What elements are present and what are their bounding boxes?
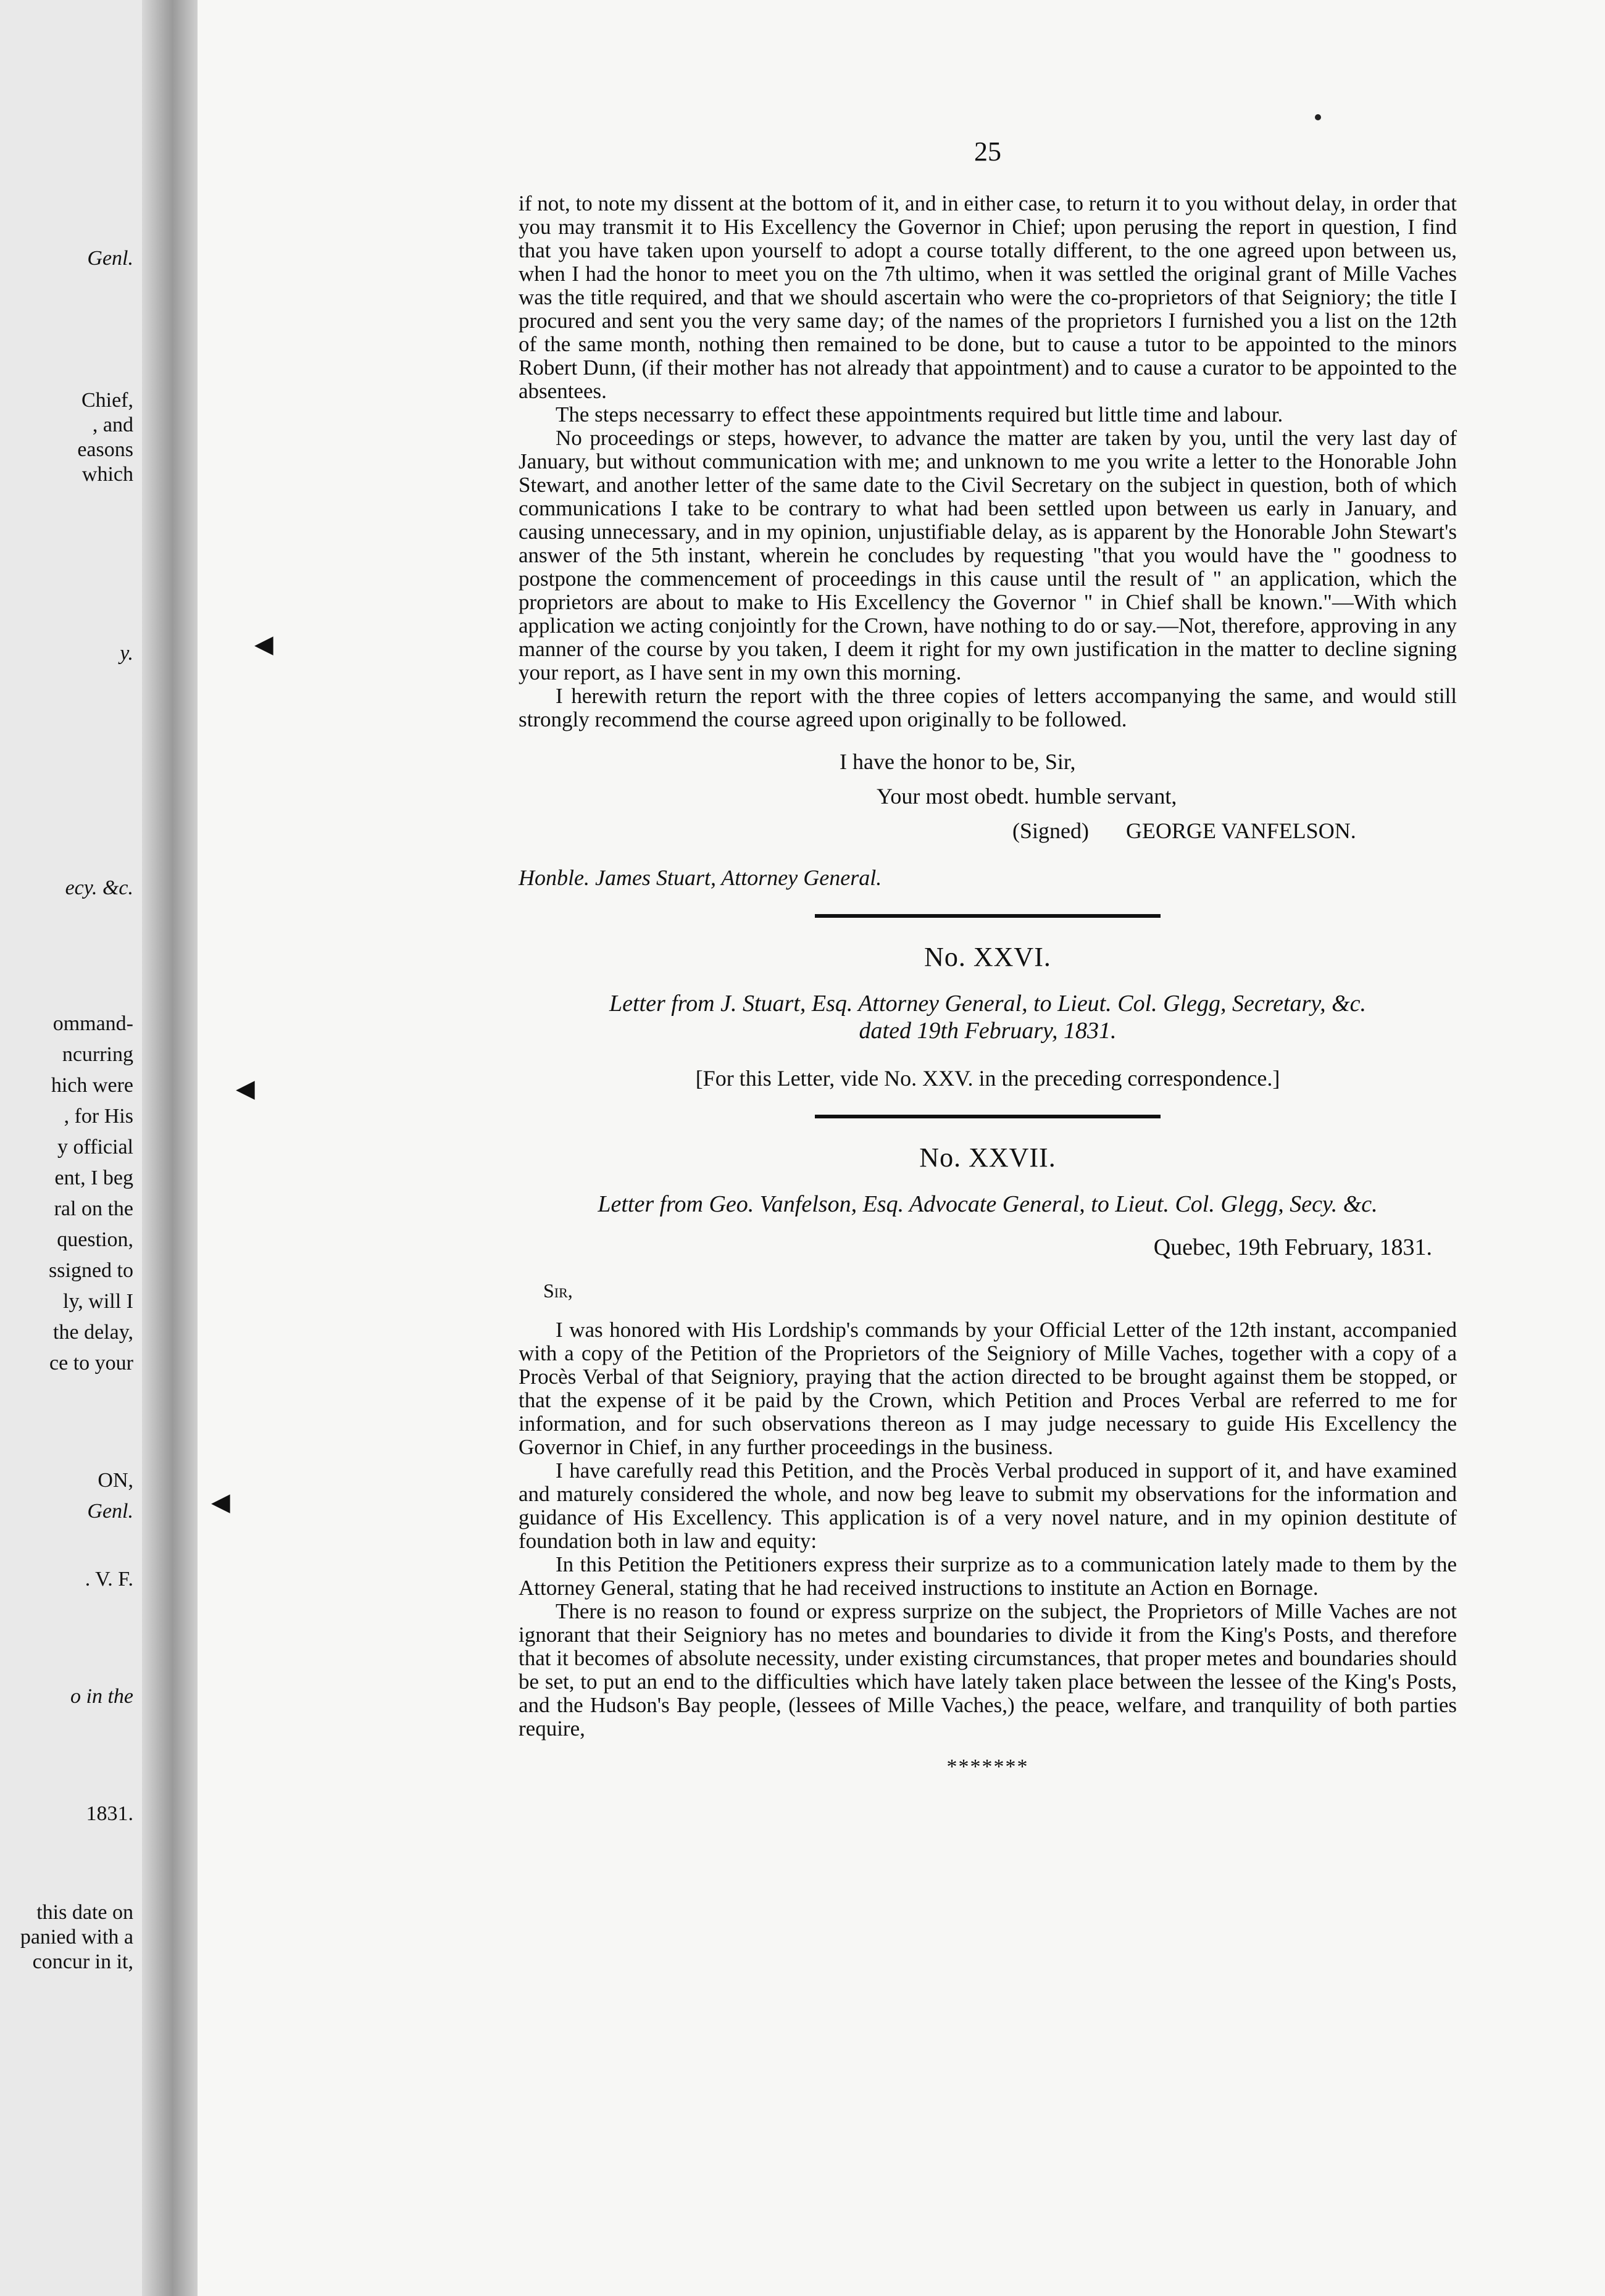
body-paragraph: I have carefully read this Petition, and the Procès Verbal produced in support of it, and have examined and maturely considered the whole, and now beg leave to submit my observations for the information and guidance of His Excellency. This application is of a very novel nature, and in my opinion destitute of foundation both in law and equity: (519, 1458, 1457, 1553)
continuation-marks: ******* (946, 1755, 1029, 1778)
adjacent-page-text-fragment: , and (92, 414, 133, 436)
body-paragraph: if not, to note my dissent at the bottom of it, and in either case, to return it to you without delay, in order that you may transmit it to His Excellency the Governor in Chief; upon perusing the report in question, I find that you have taken upon yourself to adopt a course totally different, to the one agreed upon between us, when I had the honor to meet you on the 7th ultimo, when it was settled the original grant of Mille Vaches was the title required, and that we should ascertain who were the co-proprietors of that Seigniory; the title I procured and sent you the very same day; of the names of the proprietors I furnished you a list on the 12th of the same month, nothing then remained to be done, but to cause a tutor to be appointed to the minors Robert Dunn, (if their mother has not already that appointment) and to cause a curator to be appointed to the absentees. (519, 191, 1457, 403)
body-paragraph: No proceedings or steps, however, to advance the matter are taken by you, until the very last day of January, but without communication with me; and unknown to me you write a letter to the Honorable John Stewart, and another letter of the same date to the Civil Secretary on the subject in question, both of which communications I take to be contrary to what had been settled upon between us early in January, and causing unnecessary, and in my opinion, unjustifiable delay, as is apparent by the Honorable John Stewart's answer of the 5th instant, wherein he concludes by requesting "that you would have the " goodness to postpone the commencement of proceedings in this cause until the result of " an application, which the proprietors are about to make to His Excellency the Governor " in Chief shall be known."—With which application we acting conjointly for the Crown, have nothing to do or say.—Not, therefore, approving in any manner of the course by you taken, I deem it right for my own justification in the matter to decline signing your report, as I have sent in my own this morning. (519, 426, 1457, 684)
adjacent-page-text-fragment: ON, (98, 1469, 133, 1492)
salutation: Sir, (543, 1279, 573, 1302)
adjacent-page-text-fragment: , for His (64, 1105, 133, 1128)
adjacent-page-text-fragment: ommand- (52, 1012, 133, 1035)
section-divider (815, 914, 1161, 918)
cross-reference-note: [For this Letter, vide No. XXV. in the preceding correspondence.] (695, 1066, 1280, 1091)
adjacent-page-text-fragment: hich were (51, 1074, 133, 1097)
adjacent-page-text-fragment: ral on the (54, 1197, 133, 1220)
letter-description-line: dated 19th February, 1831. (859, 1018, 1117, 1044)
body-paragraph: There is no reason to found or express surprize on the subject, the Proprietors of Mille Vaches are not ignorant that their Seigniory has no metes and boundaries to divide it from the King's Posts, and therefore that it becomes of absolute necessity, under existing circumstances, that proper metes and boundaries should be set, to put an end to the difficulties which have lately taken place between the lessee of the King's Posts, and the Hudson's Bay people, (lessees of Mille Vaches,) the peace, welfare, and tranquility of both parties require, (519, 1599, 1457, 1741)
adjacent-page-text-fragment: . V. F. (85, 1568, 133, 1591)
adjacent-page-text-fragment: concur in it, (32, 1950, 133, 1973)
adjacent-page-text-fragment: which (81, 463, 133, 486)
adjacent-page-text-fragment: ecy. &c. (65, 876, 133, 899)
body-paragraph: The steps necessarry to effect these appointments required but little time and labour. (556, 402, 1283, 426)
adjacent-page-text-fragment: ent, I beg (54, 1167, 133, 1189)
letter-27-body (519, 1318, 1457, 1741)
ink-speck (1315, 114, 1321, 120)
pointer-mark-icon: ◀ (211, 1488, 230, 1516)
adjacent-page-text-fragment: Chief, (81, 389, 133, 412)
book-gutter (142, 0, 198, 2296)
adjacent-page-text-fragment: the delay, (53, 1321, 133, 1344)
section-heading: No. XXVII. (919, 1142, 1056, 1173)
adjacent-page-text-fragment: ncurring (62, 1043, 133, 1066)
section-divider (815, 1115, 1161, 1118)
adjacent-page-text-fragment: ssigned to (49, 1259, 133, 1282)
document-page (198, 0, 1605, 2296)
dateline: Quebec, 19th February, 1831. (1153, 1234, 1432, 1260)
letter-description: Letter from Geo. Vanfelson, Esq. Advocate General, to Lieut. Col. Glegg, Secy. &c. (598, 1191, 1378, 1217)
adjacent-page-text-fragment: panied with a (20, 1926, 133, 1949)
pointer-mark-icon: ◀ (236, 1075, 255, 1102)
signature-line (519, 818, 1457, 844)
adjacent-page-text-fragment: easons (77, 438, 133, 461)
adjacent-page-text-fragment: this date on (36, 1901, 133, 1924)
signer-name: GEORGE VANFELSON. (1125, 818, 1356, 843)
closing-line: I have the honor to be, Sir, (840, 749, 1076, 774)
closing-line: Your most obedt. humble servant, (877, 784, 1177, 809)
adjacent-page-text-fragment: Genl. (87, 1500, 133, 1523)
letter-description (519, 990, 1457, 1044)
section-heading: No. XXVI. (924, 942, 1051, 972)
page-number: 25 (974, 136, 1001, 167)
adjacent-page-text-fragment: ce to your (49, 1352, 133, 1375)
adjacent-page-text-fragment: o in the (70, 1685, 133, 1708)
adjacent-page-text-fragment: y. (120, 642, 133, 665)
pointer-mark-icon: ◀ (254, 630, 273, 658)
adjacent-page-edge (0, 0, 142, 2296)
addressee: Honble. James Stuart, Attorney General. (519, 865, 882, 890)
letter-25-body (519, 192, 1457, 731)
adjacent-page-text-fragment: y official (57, 1136, 133, 1158)
adjacent-page-text-fragment: 1831. (86, 1802, 133, 1825)
body-paragraph: In this Petition the Petitioners express their surprize as to a communication lately made to them by the Attorney General, stating that he had received instructions to institute an Action en Bornage. (519, 1552, 1457, 1600)
signed-label: (Signed) (1012, 818, 1089, 843)
body-paragraph: I herewith return the report with the three copies of letters accompanying the same, and would still strongly recommend the course agreed upon originally to be followed. (519, 684, 1457, 731)
adjacent-page-text-fragment: question, (57, 1228, 133, 1251)
letter-description-line: Letter from J. Stuart, Esq. Attorney General, to Lieut. Col. Glegg, Secretary, &c. (609, 991, 1367, 1017)
body-paragraph: I was honored with His Lordship's commands by your Official Letter of the 12th instant, accompanied with a copy of the Petition of the Proprietors of the Seigniory of Mille Vaches, together with a copy of a Procès Verbal of that Seigniory, praying that the action directed to be brought against them be stopped, or that the expense of it be paid by the Crown, which Petition and Proces Verbal are referred to me for information, and for such observations thereon as I may judge necessary to guide His Excellency the Governor in Chief, in any further proceedings in the business. (519, 1318, 1457, 1459)
adjacent-page-text-fragment: ly, will I (63, 1290, 133, 1313)
adjacent-page-text-fragment: Genl. (87, 247, 133, 270)
page-content (519, 123, 1457, 1779)
letter-closing (519, 749, 1457, 844)
